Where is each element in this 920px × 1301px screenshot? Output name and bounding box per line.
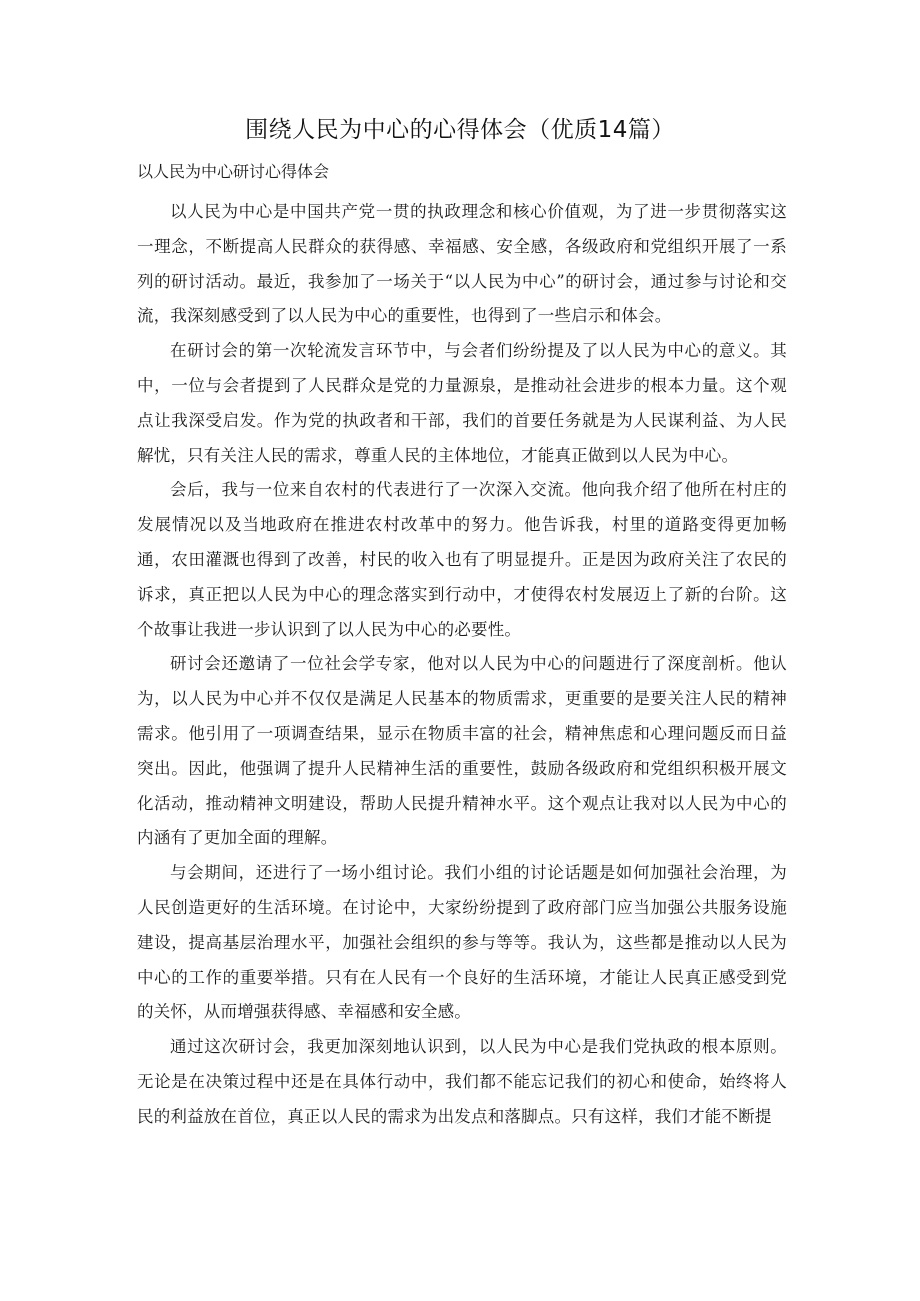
- paragraph: 会后，我与一位来自农村的代表进行了一次深入交流。他向我介绍了他所在村庄的发展情况以及当地政府在推进农村改革中的努力。他告诉我，村里的道路变得更加畅通，农田灌溉也得到了改善，村民的收入也有了明显提升。正是因为政府关注了农民的诉求，真正把以人民为中心的理念落实到行动中，才使得农村发展迈上了新的台阶。这个故事让我进一步认识到了以人民为中心的必要性。: [137, 480, 787, 639]
- document-subtitle: 以人民为中心研讨心得体会: [137, 162, 330, 181]
- paragraph: 通过这次研讨会，我更加深刻地认识到，以人民为中心是我们党执政的根本原则。无论是在决策过程中还是在具体行动中，我们都不能忘记我们的初心和使命，始终将人民的利益放在首位，真正以人民的需求为出发点和落脚点。只有这样，我们才能不断提: [137, 1037, 787, 1126]
- document-title: 围绕人民为中心的心得体会（优质14篇）: [245, 117, 675, 143]
- paragraph: 研讨会还邀请了一位社会学专家，他对以人民为中心的问题进行了深度剖析。他认为，以人民为中心并不仅仅是满足人民基本的物质需求，更重要的是要关注人民的精神需求。他引用了一项调查结果，显示在物质丰富的社会，精神焦虑和心理问题反而日益突出。因此，他强调了提升人民精神生活的重要性，鼓励各级政府和党组织积极开展文化活动，推动精神文明建设，帮助人民提升精神水平。这个观点让我对以人民为中心的内涵有了更加全面的理解。: [137, 654, 787, 848]
- paragraph: 在研讨会的第一次轮流发言环节中，与会者们纷纷提及了以人民为中心的意义。其中，一位与会者提到了人民群众是党的力量源泉，是推动社会进步的根本力量。这个观点让我深受启发。作为党的执政者和干部，我们的首要任务就是为人民谋利益、为人民解忧，只有关注人民的需求，尊重人民的主体地位，才能真正做到以人民为中心。: [137, 341, 787, 465]
- paragraph: 与会期间，还进行了一场小组讨论。我们小组的讨论话题是如何加强社会治理，为人民创造更好的生活环境。在讨论中，大家纷纷提到了政府部门应当加强公共服务设施建设，提高基层治理水平，加强社会组织的参与等等。我认为，这些都是推动以人民为中心的工作的重要举措。只有在人民有一个良好的生活环境，才能让人民真正感受到党的关怀，从而增强获得感、幸福感和安全感。: [137, 863, 787, 1022]
- document-body: [137, 195, 787, 1135]
- paragraph: 以人民为中心是中国共产党一贯的执政理念和核心价值观，为了进一步贯彻落实这一理念，不断提高人民群众的获得感、幸福感、安全感，各级政府和党组织开展了一系列的研讨活动。最近，我参加了一场关于“以人民为中心”的研讨会，通过参与讨论和交流，我深刻感受到了以人民为中心的重要性，也得到了一些启示和体会。: [137, 202, 787, 326]
